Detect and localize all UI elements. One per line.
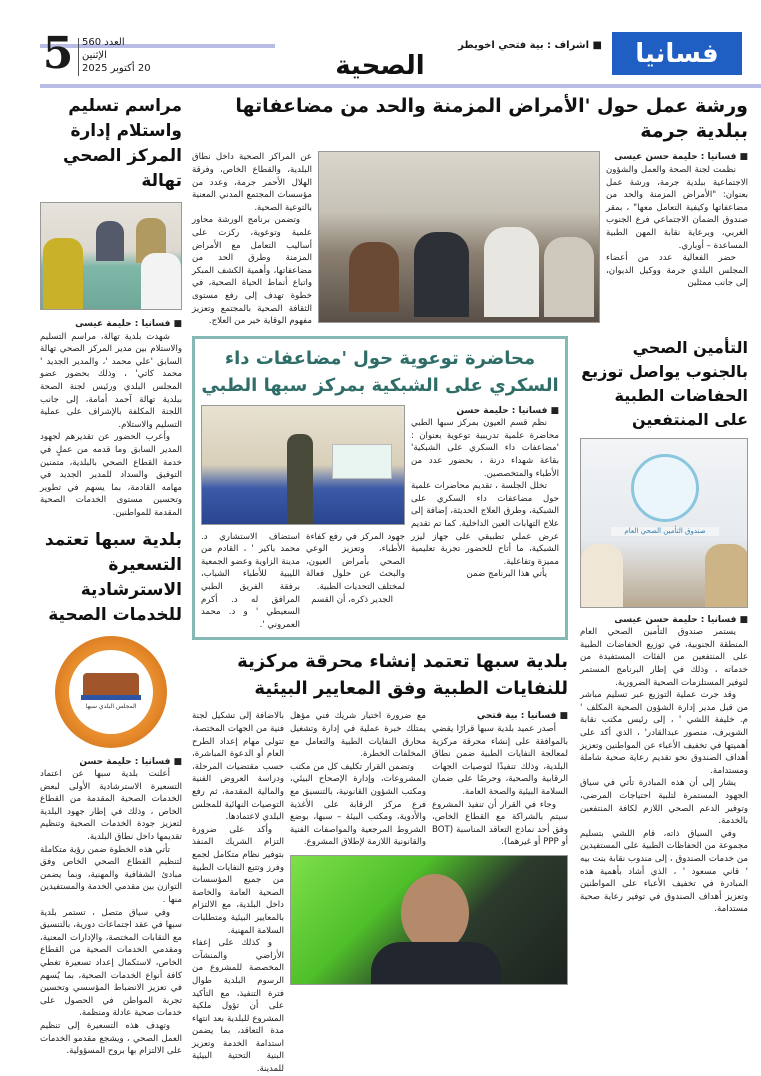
photo-workshop (318, 151, 600, 323)
article-jarma-col1 (606, 151, 748, 290)
paragraph: شهدت بلدية تهالة، مراسم التسليم والاستلام بين مدير المركز الصحي تهالة السابق 'علي محمد '، والمدير الجديد ' محمد كاتي' ، وذلك بحضور عضو المجلس البلدي ورئيس لجنة الصحة ببلدية تهالة آحمد أمامة، إلى جانب اللجنة المكلفة بالإشراف على عملية التسليم والاستلام. (40, 331, 182, 430)
lower-block (192, 336, 748, 1076)
paragraph: نظمت لجنة الصحة والعمل والشؤون الاجتماعية ببلدية جرمة، ورشة عمل بعنوان: "الأمراض المزمنة والحد من مضاعفاتها وكيفية التعامل معها" ، بمقر صندوق الضمان الاجتماعي فرع الجنوب الغربي، وبرعاية نقابة المهن الطبية المساعدة – أوباري. (606, 164, 748, 251)
diabetes-body (201, 405, 559, 632)
paragraph: وتضمن القرار تكليف كل من مكتب المشروعات، وإدارة الإصحاح البيئي، ومكتب الشؤون القانونية، بالتنسيق مع فرع مركز الرقابة على الأغذية والأدوية، ومكتب البيئة – سبها، بوضع الشروط المرجعية والمواصفات الفنية والقانونية اللازمة لإطلاق المشروع. (290, 761, 426, 848)
main-block (192, 94, 748, 1076)
diabetes-article-box (192, 336, 568, 641)
article-diabetes-col1 (411, 405, 559, 581)
article-incinerator (192, 710, 568, 1075)
issue-date: 20 أكتوبر 2025 (82, 63, 151, 74)
paragraph: وفي سياق متصل ، تستمر بلدية سبها في عقد اجتماعات دورية، بالتنسيق مع النقابات المختصة، والإدارات المعنية، ومقدمي الخدمات الصحية من القطاع الخاص، لاستكمال إعداد تسعيرة تغطي كافة أنواع الخدمات الصحية، بما يُسهم في تعزيز الانضباط المؤسسي وتحسين تجربة المواطن في الحصول على خدمات صحية عادلة ومنظمة. (40, 907, 182, 1019)
header-bottom-rule (40, 84, 761, 88)
headline-diabetes: محاضرة توعوية حول 'مضاعفات داء السكري على الشبكية بمركز سبها الطبي (201, 347, 559, 396)
article-jarma-col2 (192, 151, 312, 327)
emblem-sabha-council (55, 636, 167, 748)
paragraph: و كذلك على إعفاء الأراضي والمنشآت المخصصة للمشروع من الرسوم البلدية طوال فترة التنفيذ، مع التأكيد على أن تؤول ملكية المشروع للبلدية بعد انتهاء مدة التعاقد، بما يضمن استدامة الخدمة وتعزيز البنية التحتية البيئية للمدينة. (192, 938, 284, 1075)
header-separator (78, 38, 79, 76)
logo (612, 32, 742, 75)
byline: ■ فسانيا : حليمة حسن عيسى (614, 614, 748, 625)
byline: ■ فسانيا : بية فتحي (476, 711, 568, 722)
article-diabetes-col3 (201, 531, 300, 632)
issue-number: العدد 560 (82, 37, 125, 48)
paragraph: أصدر عميد بلدية سبها قرارًا يقضي بالموافقة على إنشاء محرقة مركزية لمعالجة النفايات الطبية ضمن نطاق البلدية، وذلك تنفيذًا لتوصيات الجهات الرقابية والصحية، وحرصًا على ضمان السلامة البيئية والصحة العامة. (432, 724, 568, 797)
supervisor-credit: ■ اشراف : بية فتحي اخويطر (458, 40, 602, 51)
main-layout (40, 94, 748, 1076)
paragraph: وجاء في القرار أن تنفيذ المشروع سيتم بالشراكة مع القطاع الخاص، وفق أحد نماذج التعاقد المناسبة (BOT أو PPP أو غيرهما). (432, 799, 568, 848)
headline-incinerator: بلدية سبها تعتمد إنشاء محرقة مركزية للنفايات الطبية وفق المعايير البيئية (237, 651, 568, 700)
issue-info (82, 36, 172, 75)
photo-mayor (290, 855, 568, 985)
logo-text: فسانيا (635, 38, 719, 69)
section-title: الصحية (335, 51, 425, 81)
paragraph: عن المراكز الصحية داخل نطاق البلدية، والقطاع الخاص، وفرقة الهلال الأحمر جرمة، وعدد من مؤسسات المجتمع المدني المعنية بالتوعية الصحية. (192, 152, 312, 213)
left-column (40, 94, 182, 1058)
byline: ■ فسانيا : حليمة حسن (79, 756, 182, 767)
article-pricing-body (40, 756, 182, 1058)
article-insurance (580, 336, 748, 916)
center-column (192, 336, 568, 1076)
incinerator-right (290, 710, 568, 985)
headline-insurance: التأمين الصحي بالجنوب يواصل توزيع الحفاضات الطبية على المنتفعين (581, 337, 748, 429)
byline: ■ فسانيا : حليمة حسن عيسى (614, 152, 748, 163)
headline-tahala: مراسم تسليم واستلام إدارة المركز الصحي تهالة (63, 96, 182, 191)
paragraph: وأكد على ضرورة التزام الشريك المنفذ بتوفير نظام متكامل لجمع وفرز وتتبع النفايات الطبية من جميع المؤسسات الصحية العامة والخاصة داخل البلدية، مع الالتزام بالمعايير البيئية ومتطلبات السلامة المهنية. (192, 824, 284, 936)
article-insurance-body (580, 614, 748, 916)
paragraph: يأتي هذا البرنامج ضمن (466, 569, 547, 580)
paragraph: تأتي هذه الخطوة ضمن رؤية متكاملة لتنظيم القطاع الصحي الخاص وفق مبادئ الشفافية والمهنية، وبما يضمن التوازن بين مقدمي الخدمة والمستفيدين منها . (40, 844, 182, 906)
paragraph: وأعرب الحضور عن تقديرهم لجهود المدير السابق وما قدمه من عملٍ في خدمة القطاع الصحي بالبلدية، متمنين التوفيق والسداد للمدير الجديد في مهامه القادمة، بما يسهم في تطوير وتحسين مستوى الخدمات الصحية المقدمة للمواطنين. (40, 432, 182, 518)
paragraph: وتهدف هذه التسعيرة إلى تنظيم العمل الصحي ، ويشجع مقدمو الخدمات على الالتزام بها بروح المسؤولية. (40, 1020, 182, 1057)
paragraph: جهود المركز في رفع كفاءة الأطباء، وتعزيز الوعي الصحي بأمراض العيون، والبحث عن حلول فعالة لمختلف التحديات الطبية. (306, 531, 405, 593)
photo-tahala-meeting (40, 202, 182, 310)
photo-lecture-hall (201, 405, 405, 525)
photo-banner-text: صندوق التأمين الصحي العام (611, 527, 719, 536)
article-incinerator-col3 (192, 710, 284, 1075)
paragraph: بالاضافة إلى تشكيل لجنة فنية من الجهات المختصة، تتولى مهام إعداد الطرح العام أو الدعوة المباشرة، حسب مقتضيات المرحلة، ودراسة العروض الفنية والمالية المقدمة، ثم رفع التوصيات النهائية للمجلس البلدي لاعتمادها. (192, 711, 284, 823)
paragraph: مع ضرورة اختيار شريك فني مؤهل يمتلك خبرة عملية في إدارة وتشغيل محارق النفايات الطبية والتعامل مع المخلفات الخطرة. (290, 711, 426, 760)
paragraph: يستمر صندوق التأمين الصحي العام المنطقة الجنوبية، في توزيع الحفاضات الطبية على المنتفعين من الفئات المستفيدة من خدماته ، وذلك في إطار البرنامج المستمر لتوفير المستلزمات الصحية الضرورية. (580, 627, 748, 688)
paragraph: وتضمن برنامج الورشة محاور علمية وتوعوية، ركزت على أساليب التعامل مع الأمراض المزمنة وطرق الحد من مضاعفاتها، وأهمية الكشف المبكر واتباع أنماط الحياة الصحية، في خطوة تهدف إلى رفع مستوى الثقافة الصحية بالمجتمع وتعزيز مفهوم الوقاية خير من العلاج. (192, 215, 312, 327)
emblem-text: المجلس البلدي سبها (85, 702, 137, 710)
article-incinerator-col2 (290, 710, 426, 849)
byline: ■ فسانيا : حليمة حسن (456, 405, 559, 416)
paragraph: وقد جرت عملية التوزيع عبر تسليم مباشر من قبل مدير إدارة الشؤون الصحية المكلف ' م. خليفة اللشي ' ، إلى رئيس مكتب نقابة الشويرف، منصور عبدالقادر' ، الذي أكد على أهميتها في تخفيف الأعباء عن المواطنين وتعزيز أهداف الصندوق نحو تقديم رعاية صحية شاملة ومستدامة. (580, 690, 748, 776)
issue-day: الإثنين (82, 50, 107, 61)
article-tahala-body (40, 318, 182, 520)
headline-pricing: بلدية سبها تعتمد التسعيرة الاسترشادية للخدمات الصحية (44, 529, 182, 625)
article-diabetes-col2 (306, 531, 405, 607)
paragraph: تخلل الجلسة ، تقديم محاضرات علمية حول مضاعفات داء السكري على الشبكية، وطرق العلاج الحديثة، إضافة إلى علاج التهابات العين الداخلية. كما تم تقديم عرض عملي تطبيقي على جهاز ليزر الشبكية، ما أتاح للحضور تجربة تعليمية مميزة وتفاعلية. (411, 481, 559, 567)
headline-jarma-workshop: ورشة عمل حول 'الأمراض المزمنة والحد من مضاعفاتها ببلدية جرمة (235, 95, 748, 142)
paragraph: نظم قسم العيون بمركز سبها الطبي محاضرة علمية تدريبية توعوية بعنوان : 'مضاعفات داء السكري على الشبكية' بقاعة شهداء درنة ، بحضور عدد من الأطباء والمتخصصين. (411, 418, 559, 479)
paragraph: الجدير ذكره، أن القسم (311, 594, 393, 605)
paragraph: يشار إلى أن هذه المبادرة تأتي في سياق الجهود المستمرة لتلبية احتياجات المرضى، وتوفير الدعم الصحي اللازم لكافة المنتفعين بالخدمة. (580, 778, 748, 827)
paragraph: استضاف الاستشاري د. محمد باكير ' ، القادم من مدينة الزاوية وعضو الجمعية الليبية للأطباء الشباب، برفقة الفريق الطبي المرافق له د. أكرم السعيطي ' و د. محمد العمروني '. (201, 531, 300, 630)
article-jarma (192, 151, 748, 327)
page-number: 5 (42, 28, 74, 79)
byline: ■ فسانيا : حليمة عيسى (75, 319, 182, 329)
photo-diaper-distribution (580, 438, 748, 608)
incinerator-top-cols (290, 710, 568, 849)
paragraph: حضر الفعالية عدد من أعضاء المجلس البلدي جرمة ووكيل الديوان، إلى جانب ممثلين (606, 253, 748, 289)
diabetes-left (201, 405, 405, 632)
paragraph: أعلنت بلدية سبها عن اعتماد التسعيرة الاسترشادية الأولى لبعض الخدمات الصحية المقدمة من القطاع الخاص ، وذلك في إطار جهود البلدية لتعزيز جودة الخدمات الصحية وتنظيم تقديمها داخل نطاق البلدية. (40, 769, 182, 843)
paragraph: وفي السياق ذاته، قام اللشي بتسليم مجموعة من الحفاظات الطبية على المستفيدين من خدمات الصندوق ، إلى مندوب نقابة بنت بيه ' قاني مسعود ' ، الذي أشاد بأهمية هذه المبادرة في تخفيف الأعباء على المواطنين وتعزيز أهداف الصندوق في توفير رعاية صحية مستدامة. (580, 828, 748, 915)
article-incinerator-col1 (432, 710, 568, 849)
diabetes-lower-cols (201, 531, 405, 632)
